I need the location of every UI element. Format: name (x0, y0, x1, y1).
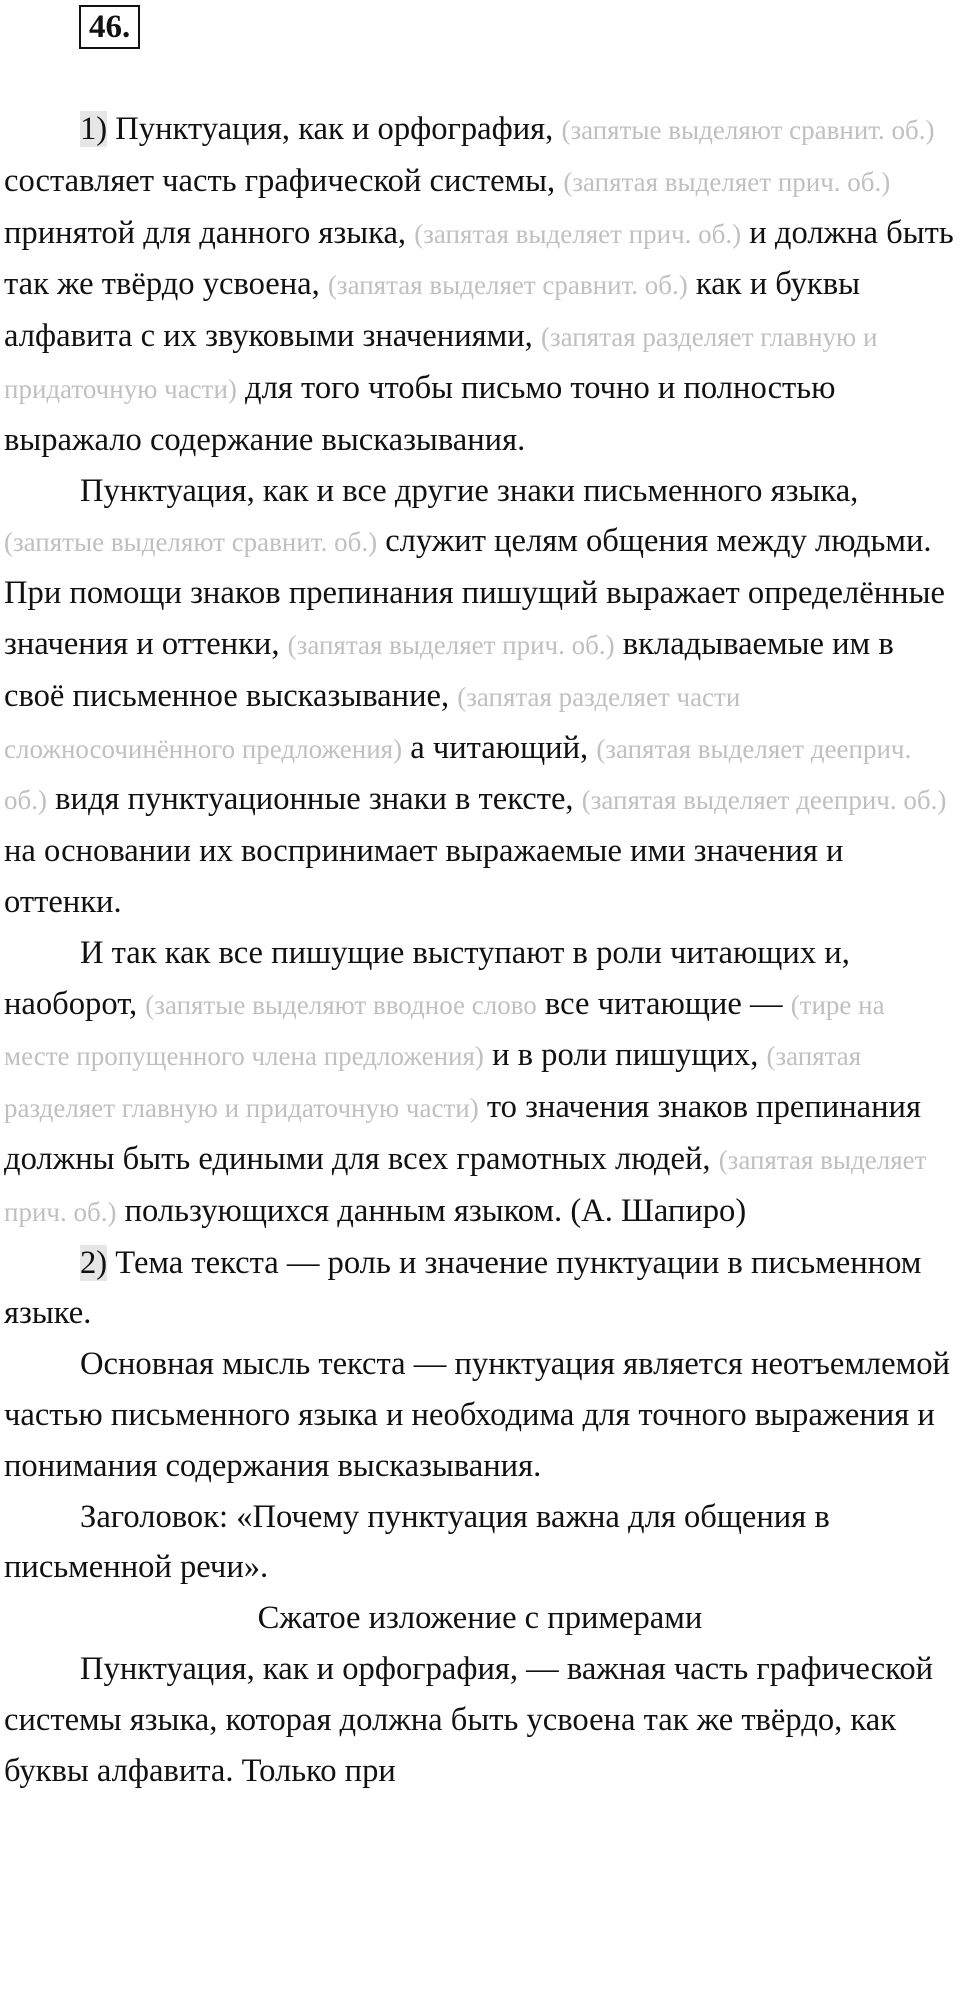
text-fragment: для того чтобы письмо точно и полностью выражало содержание высказывания. (4, 369, 836, 458)
text-fragment: и в роли пишущих, (483, 1037, 767, 1074)
punctuation-note: (тире на месте пропущенного члена предложения) (4, 989, 885, 1072)
title-line: Заголовок: «Почему пунктуация важна для общения в письменной речи». (4, 1498, 830, 1586)
punctuation-note: (запятые выделяют вводное слово (145, 989, 537, 1020)
punctuation-note: (запятая выделяет дееприч. об.) (581, 785, 947, 816)
punctuation-note: (запятые выделяют сравнит. об.) (561, 115, 935, 145)
text-fragment: принятой для данного языка, (4, 214, 415, 251)
punctuation-note: (запятые выделяют сравнит. об.) (4, 527, 378, 558)
punctuation-note: (запятая выделяет прич. об.) (414, 218, 742, 249)
task-number: 46. (79, 5, 140, 49)
punctuation-note: (запятая выделяет прич. об.) (563, 166, 891, 197)
punctuation-note: (запятая выделяет прич. об.) (287, 629, 615, 660)
summary-heading: Сжатое изложение с примерами (257, 1600, 703, 1637)
text-fragment: Пунктуация, как и орфография, (107, 111, 562, 147)
text-fragment: Тема текста — роль и значение пунктуации в письменном языке. (4, 1244, 922, 1332)
section1-paragraph1 (4, 104, 956, 466)
punctuation-note: (запятая разделяет части сложносочинённого предложения) (4, 681, 741, 764)
summary-text: Пунктуация, как и орфография, — важная часть графической системы языка, которая должна быть усвоена так же твёрдо, как буквы алфавита. Только при (4, 1650, 934, 1789)
text-fragment: а читающий, (402, 729, 597, 766)
text-fragment: на основании их воспринимает выражаемые ими значения и оттенки. (4, 833, 844, 920)
text-fragment: пользующихся данным языком. (А. Шапиро) (116, 1192, 747, 1229)
punctuation-note: (запятая выделяет сравнит. об.) (327, 270, 688, 301)
section2-theme (4, 1238, 956, 1340)
section1-paragraph3 (4, 928, 956, 1238)
text-fragment: И так как все пишущие выступают в роли читающих и, наоборот, (4, 934, 850, 1022)
section2-number: 2) (80, 1244, 108, 1281)
punctuation-note: (запятая выделяет дееприч. об.) (4, 733, 912, 816)
text-fragment: все читающие — (536, 985, 791, 1022)
text-fragment: составляет часть графической системы, (4, 162, 564, 199)
text-fragment: видя пунктуационные знаки в тексте, (46, 781, 582, 818)
text-fragment: то значения знаков препинания должны быть едиными для всех грамотных людей, (4, 1089, 921, 1177)
section1-paragraph2 (4, 466, 956, 928)
main-idea: Основная мысль текста — пунктуация является неотъемлемой частью письменного языка и необходима для точного выражения и понимания содержания высказывания. (4, 1346, 950, 1484)
punctuation-note: (запятая разделяет главную и придаточную части) (4, 1041, 862, 1124)
text-fragment: служит целям общения между людьми. При помощи знаков препинания пишущий выражает определённые значения и оттенки, (4, 523, 945, 662)
text-fragment: вкладываемые им в своё письменное высказывание, (4, 625, 894, 714)
text-fragment: как и буквы алфавита с их звуковыми значениями, (4, 266, 860, 355)
text-fragment: и должна быть так же твёрдо усвоена, (4, 214, 954, 303)
punctuation-note: (запятая выделяет прич. об.) (4, 1144, 927, 1227)
section1-number: 1) (80, 111, 108, 147)
answer-text (4, 104, 956, 1796)
text-fragment: Пунктуация, как и все другие знаки письменного языка, (80, 472, 859, 509)
punctuation-note: (запятая разделяет главную и придаточную части) (4, 322, 878, 404)
